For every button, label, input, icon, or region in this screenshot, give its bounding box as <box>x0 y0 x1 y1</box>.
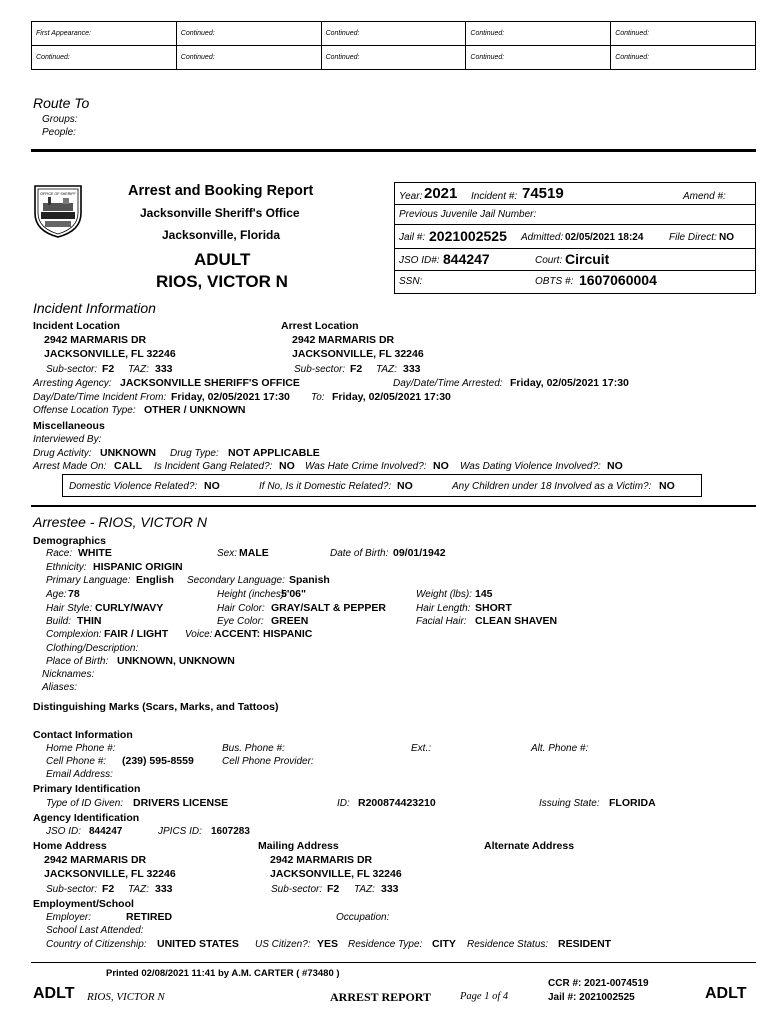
printed-by: Printed 02/08/2021 11:41 by A.M. CARTER ( #73480 ) <box>106 968 340 979</box>
footer-report-title: ARREST REPORT <box>330 990 432 1004</box>
arrestee-section-title: Arrestee - RIOS, VICTOR N <box>33 514 207 530</box>
misc-title: Miscellaneous <box>33 420 105 432</box>
table-cell: Continued: <box>466 46 611 70</box>
prev-juvenile-label: Previous Juvenile Jail Number: <box>399 209 537 220</box>
table-cell: Continued: <box>466 22 611 46</box>
domestic-violence-box: Domestic Violence Related?: NO If No, Is it Domestic Related?: NO Any Children under 18 Involved as a Victim?: NO <box>62 474 702 497</box>
people-label: People: <box>42 127 76 138</box>
table-cell: First Appearance: <box>32 22 177 46</box>
table-cell: Continued: <box>176 22 321 46</box>
table-row <box>32 46 756 70</box>
seal-text: OFFICE OF SHERIFF <box>40 192 76 196</box>
report-title: Arrest and Booking Report <box>128 183 314 199</box>
table-cell: Continued: <box>176 46 321 70</box>
table-cell: Continued: <box>321 22 466 46</box>
year-value: 2021 <box>424 185 458 202</box>
file-direct-value: NO <box>719 232 734 243</box>
admitted-value: 02/05/2021 18:24 <box>565 232 644 243</box>
classification: ADULT <box>194 250 251 269</box>
table-row <box>32 22 756 46</box>
case-info-box: Year: 2021 Incident #: 74519 Amend #: Previous Juvenile Jail Number: Jail #: 2021002525 Admitted: 02/05/2021 18:24 File Direct: NO JSO ID#: 844247 Court: Circuit SSN: OBTS #: 1607060004 <box>394 182 756 294</box>
divider <box>31 505 756 507</box>
footer-jail: Jail #: 2021002525 <box>548 992 635 1003</box>
incident-section-title: Incident Information <box>33 300 156 316</box>
page-number: Page 1 of 4 <box>460 991 509 1002</box>
table-cell: Continued: <box>321 46 466 70</box>
footer-class-right: ADLT <box>705 985 747 1002</box>
divider <box>31 149 756 152</box>
table-cell: Continued: <box>611 46 756 70</box>
route-title: Route To <box>33 95 90 111</box>
court-value: Circuit <box>565 251 610 267</box>
table-cell: Continued: <box>32 46 177 70</box>
contact-title: Contact Information <box>33 729 133 741</box>
agency-name: Jacksonville Sheriff's Office <box>140 206 300 220</box>
agency-city: Jacksonville, Florida <box>162 228 281 242</box>
footer-class-left: ADLT <box>33 985 75 1002</box>
obts-value: 1607060004 <box>579 272 657 288</box>
jail-number: 2021002525 <box>429 228 507 244</box>
jso-id-value: 844247 <box>443 251 490 267</box>
sheriff-seal-icon <box>31 183 85 239</box>
continuation-table <box>31 21 756 70</box>
footer-divider <box>31 962 756 963</box>
distinguishing-marks-title: Distinguishing Marks (Scars, Marks, and Tattoos) <box>33 701 279 713</box>
footer-name: RIOS, VICTOR N <box>87 991 165 1003</box>
arrestee-name-header: RIOS, VICTOR N <box>156 272 288 291</box>
incident-number: 74519 <box>522 185 564 202</box>
groups-label: Groups: <box>42 114 78 125</box>
footer-ccr: CCR #: 2021-0074519 <box>548 978 649 989</box>
table-cell: Continued: <box>611 22 756 46</box>
